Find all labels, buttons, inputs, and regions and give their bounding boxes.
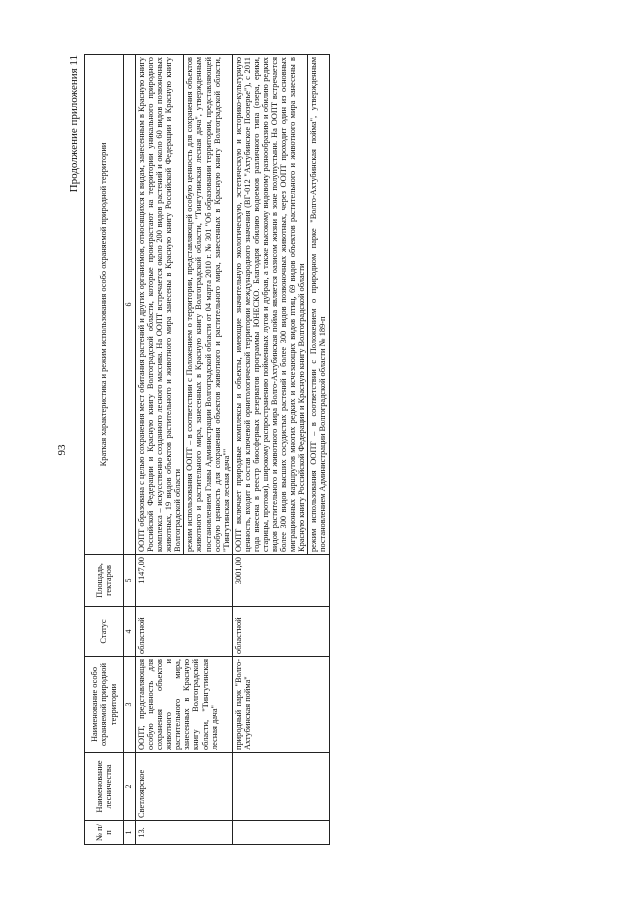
header-area-size: Площадь, гектаров	[85, 555, 124, 607]
header-num: № п/п	[85, 821, 124, 845]
header-description: Краткая характеристика и режим использования особо охраняемой природной территории	[85, 55, 124, 555]
row-description: ООПТ образована с целью сохранения мест обитания растений и других организмов, относящихся к видам, занесенным в Красную книгу Российской Федерации и Красную книгу Волгоградской области, которые произрастают на территории уникального природного комплекса – искусственно созданного лесного массива. На ООПТ встречается около 200 видов растений и около 60 видов позвоночных животных, 19 видов объектов растительного и животного мира занесены в Красную книгу Российской Федерации и Красную книгу Волгоградской области	[136, 55, 184, 555]
col-number: 6	[124, 55, 136, 555]
col-number: 3	[124, 657, 136, 753]
row-status: областной	[232, 607, 329, 657]
row-num	[232, 821, 329, 845]
row-area-name: ООПТ, представляющая особую ценность для сохранения объектов животного и растительного мира, занесенных в Красную книгу Волгоградской области, "Тингутинская лесная дача"	[136, 657, 233, 753]
header-forestry: Наименование лесничества	[85, 753, 124, 821]
page-number: 93	[56, 444, 68, 456]
col-number: 1	[124, 821, 136, 845]
protected-areas-table	[84, 54, 330, 845]
row-regime: режим использования ООПТ – в соответствии с Положением о природном парке "Волго-Ахтубинская пойма", утвержденным постановлением Администрации Волгоградской области № 189-п	[308, 55, 329, 555]
col-number: 4	[124, 607, 136, 657]
appendix-label: Продолжение приложения 11	[68, 55, 80, 193]
row-status: областной	[136, 607, 233, 657]
column-number-row	[124, 55, 136, 845]
rotated-table-sheet	[56, 55, 585, 845]
header-area-name: Наименование особо охраняемой природной территории	[85, 657, 124, 753]
row-forestry: Светлоярское	[136, 753, 233, 821]
row-num: 13.	[136, 821, 233, 845]
table-row	[232, 55, 308, 845]
row-area-size: 3001,00	[232, 555, 329, 607]
col-number: 2	[124, 753, 136, 821]
row-area-name: природный парк "Волго-Ахтубинская пойма"	[232, 657, 329, 753]
row-description: ООПТ включает природные комплексы и объекты, имеющие значительную экологическую, эстетическую и историко-культурную ценность, входит в состав ключевой орнитологической территории международного значения (ВГ-012 "Ахтубинское Поозерье"), с 2011 года внесена в реестр биосферных резерватов программы ЮНЕСКО. Благодаря обилию водоемов различного типа (озера, ерики, старицы, протоки), широкому распространению пойменных лугов и дубрав, а также высокому видовому разнообразию и обилию редких видов растительного и животного мира Волго-Ахтубинская пойма является оазисом жизни в зоне полупустыни. На ООПТ встречается более 300 видов высших сосудистых растений и более 300 видов позвоночных животных, через ООПТ проходит один из основных миграционных маршрутов многих редких и исчезающих видов птиц, 69 видов объектов растительного и животного мира занесены в Красную книгу Российской Федерации и Красную книгу Волгоградской области	[232, 55, 308, 555]
row-area-size: 1147,00	[136, 555, 233, 607]
row-regime: режим использования ООПТ – в соответствии с Положением о территории, представляющей особую ценность для сохранения объектов животного и растительного мира, занесенных в Красную книгу Волгоградской области, "Тингутинская лесная дача", утвержденным постановлением Главы Администрации Волгоградской области от 04 марта 2010 г. № 301 "Об образовании территории, представляющей особую ценность для сохранения объектов животного и растительного мира, занесенных в Красную книгу Волгоградской области, "Тингутинская лесная дача""	[184, 55, 232, 555]
table-row	[136, 55, 184, 845]
table-header-row	[85, 55, 124, 845]
row-forestry	[232, 753, 329, 821]
col-number: 5	[124, 555, 136, 607]
header-status: Статус	[85, 607, 124, 657]
